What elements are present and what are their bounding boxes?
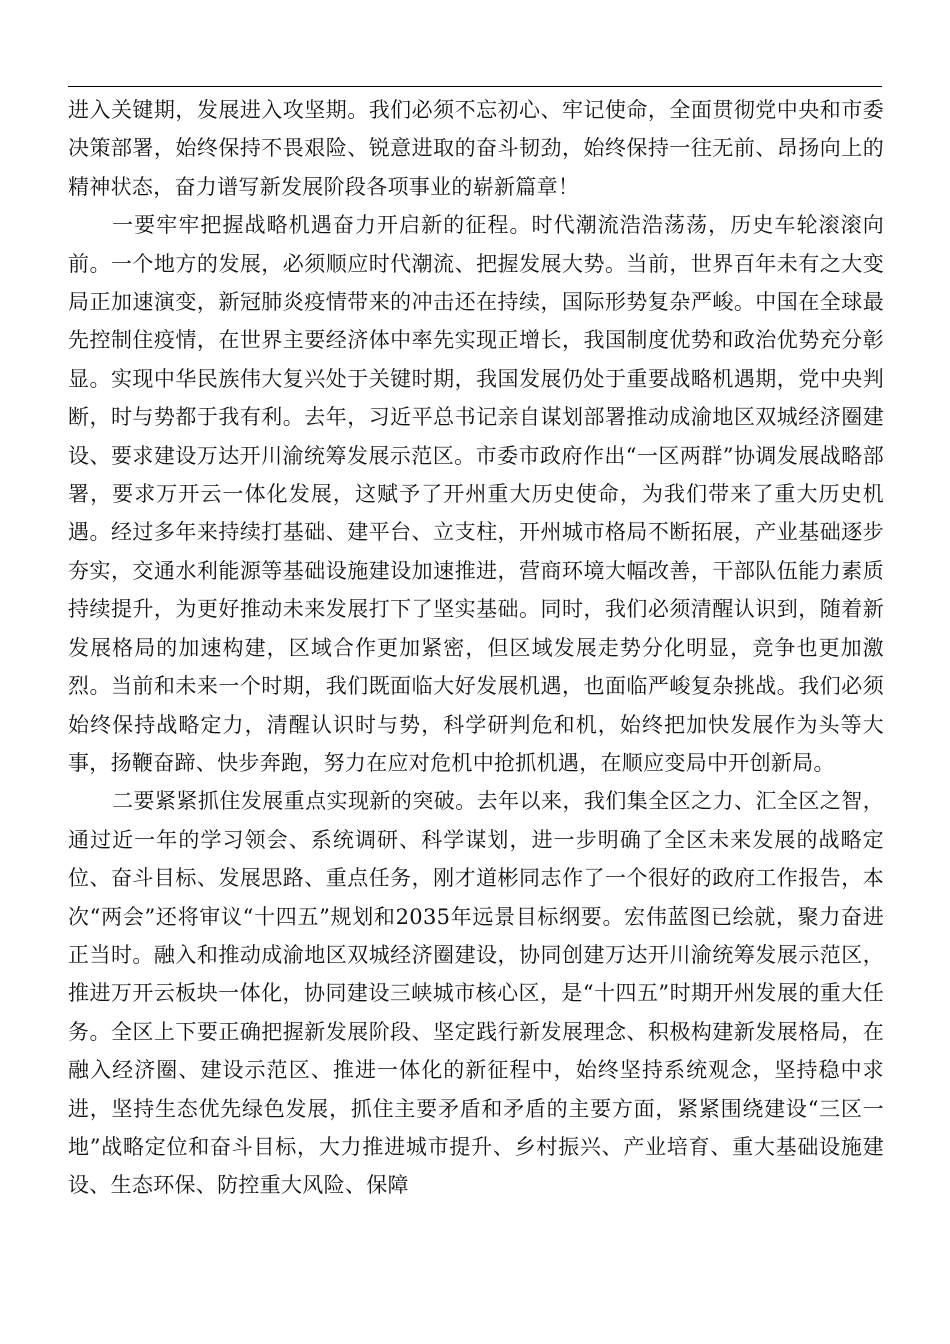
paragraph-continuation: 进入关键期，发展进入攻坚期。我们必须不忘初心、牢记使命，全面贯彻党中央和市委决策部署，始终保持不畏艰险、锐意进取的奋斗韧劲，始终保持一往无前、昂扬向上的精神状态，奋力谱写新发展阶段各项事业的崭新篇章！ [68, 98, 884, 199]
paragraph-strategic-opportunity: 一要牢牢把握战略机遇奋力开启新的征程。时代潮流浩浩荡荡，历史车轮滚滚向前。一个地方的发展，必须顺应时代潮流、把握发展大势。当前，世界百年未有之大变局正加速演变，新冠肺炎疫情带来的冲击还在持续，国际形势复杂严峻。中国在全球最先控制住疫情，在世界主要经济体中率先实现正增长，我国制度优势和政治优势充分彰显。实现中华民族伟大复兴处于关键时期，我国发展仍处于重要战略机遇期，党中央判断，时与势都于我有利。去年，习近平总书记亲自谋划部署推动成渝地区双城经济圈建设、要求建设万达开川渝统筹发展示范区。市委市政府作出“一区两群”协调发展战略部署，要求万开云一体化发展，这赋予了开州重大历史使命，为我们带来了重大历史机遇。经过多年来持续打基础、建平台、立支柱，开州城市格局不断拓展，产业基础逐步夯实，交通水利能源等基础设施建设加速推进，营商环境大幅改善，干部队伍能力素质持续提升，为更好推动未来发展打下了坚实基础。同时，我们必须清醒认识到，随着新发展格局的加速构建，区域合作更加紧密，但区域发展走势分化明显，竞争也更加激烈。当前和未来一个时期，我们既面临大好发展机遇，也面临严峻复杂挑战。我们必须始终保持战略定力，清醒认识时与势，科学研判危和机，始终把加快发展作为头等大事，扬鞭奋蹄、快步奔跑，努力在应对危机中抢抓机遇，在顺应变局中开创新局。 [68, 213, 884, 775]
body-text [68, 91, 884, 1205]
header-rule [68, 86, 882, 87]
paragraph-development-focus: 二要紧紧抓住发展重点实现新的突破。去年以来，我们集全区之力、汇全区之智，通过近一年的学习领会、系统调研、科学谋划，进一步明确了全区未来发展的战略定位、奋斗目标、发展思路、重点任务，刚才道彬同志作了一个很好的政府工作报告，本次“两会”还将审议“十四五”规划和2035年远景目标纲要。宏伟蓝图已绘就，聚力奋进正当时。融入和推动成渝地区双城经济圈建设，协同创建万达开川渝统筹发展示范区，推进万开云板块一体化，协同建设三峡城市核心区，是“十四五”时期开州发展的重大任务。全区上下要正确把握新发展阶段、坚定践行新发展理念、积极构建新发展格局，在融入经济圈、建设示范区、推进一体化的新征程中，始终坚持系统观念，坚持稳中求进，坚持生态优先绿色发展，抓住主要矛盾和矛盾的主要方面，紧紧围绕建设“三区一地”战略定位和奋斗目标，大力推进城市提升、乡村振兴、产业培育、重大基础设施建设、生态环保、防控重大风险、保障 [68, 789, 884, 1198]
